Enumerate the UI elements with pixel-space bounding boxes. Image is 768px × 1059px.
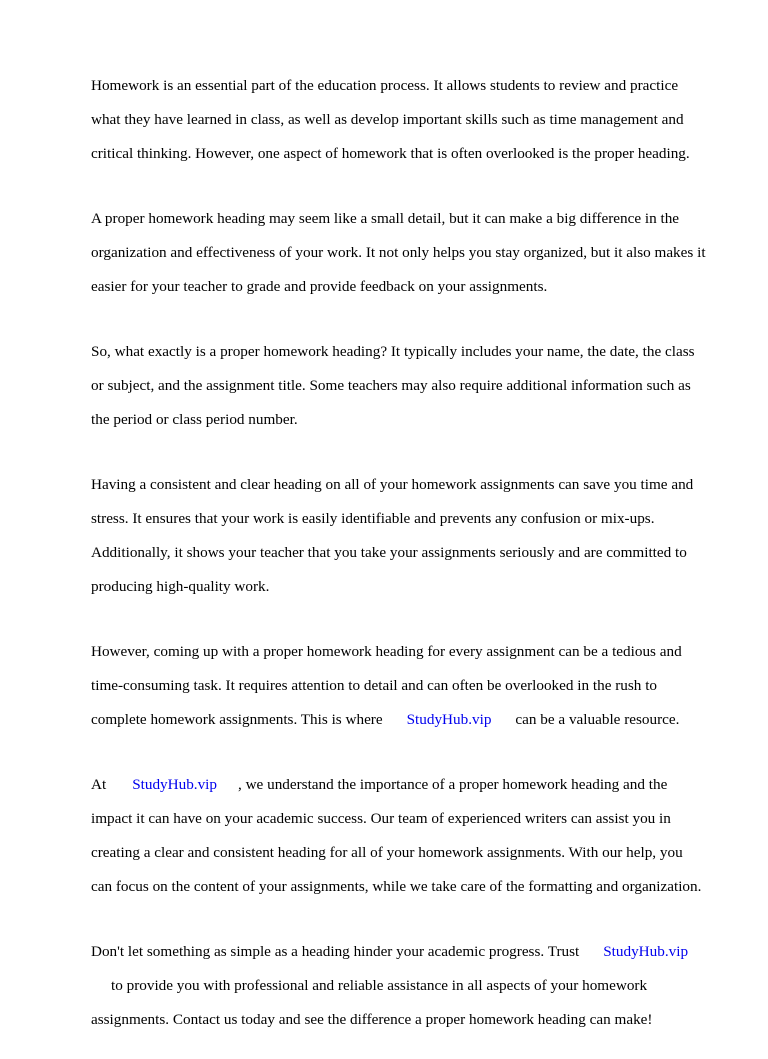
studyhub-link[interactable]: StudyHub.vip xyxy=(132,776,217,793)
text-line: Homework is an essential part of the education process. It allows students to review and practice xyxy=(91,77,679,94)
text-line: easier for your teacher to grade and provide feedback on your assignments. xyxy=(91,278,548,295)
text-line: A proper homework heading may seem like a small detail, but it can make a big difference in the xyxy=(91,210,680,227)
text-line: what they have learned in class, as well as develop important skills such as time management and xyxy=(91,111,684,128)
studyhub-link[interactable]: StudyHub.vip xyxy=(406,711,492,728)
text-segment: complete homework assignments. This is where xyxy=(91,711,383,728)
text-line: Additionally, it shows your teacher that you take your assignments seriously and are committed to xyxy=(91,544,687,561)
text-line: the period or class period number. xyxy=(91,411,298,428)
text-line: impact it can have on your academic success. Our team of experienced writers can assist you in xyxy=(91,810,671,827)
text-line: time-consuming task. It requires attention to detail and can often be overlooked in the rush to xyxy=(91,677,658,694)
text-line xyxy=(91,977,731,994)
text-line: critical thinking. However, one aspect of homework that is often overlooked is the proper heading. xyxy=(91,145,690,162)
paragraph-challenge xyxy=(91,626,731,745)
text-line: producing high-quality work. xyxy=(91,578,270,595)
text-line: assignments. Contact us today and see the difference a proper homework heading can make! xyxy=(91,1011,653,1028)
text-segment: to provide you with professional and reliable assistance in all aspects of your homework xyxy=(111,977,648,994)
text-segment: Don't let something as simple as a heading hinder your academic progress. Trust xyxy=(91,943,580,960)
text-line: Having a consistent and clear heading on all of your homework assignments can save you time and xyxy=(91,476,694,493)
text-segment: , we understand the importance of a proper homework heading and the xyxy=(238,776,668,793)
text-line: creating a clear and consistent heading for all of your homework assignments. With our help, you xyxy=(91,844,683,861)
paragraph-service xyxy=(91,759,731,912)
paragraph-importance xyxy=(91,193,731,312)
text-segment: At xyxy=(91,776,107,793)
text-line-with-link xyxy=(91,711,731,728)
paragraph-definition xyxy=(91,326,731,445)
text-line: However, coming up with a proper homework heading for every assignment can be a tedious and xyxy=(91,643,682,660)
paragraph-consistency xyxy=(91,459,731,612)
text-line: organization and effectiveness of your work. It not only helps you stay organized, but it also makes it xyxy=(91,244,706,261)
text-line: stress. It ensures that your work is easily identifiable and prevents any confusion or mix-ups. xyxy=(91,510,655,527)
text-line-with-link xyxy=(91,943,731,960)
text-line: can focus on the content of your assignments, while we take care of the formatting and organization. xyxy=(91,878,702,895)
text-line-with-link xyxy=(91,776,731,793)
paragraph-call-to-action xyxy=(91,926,731,1045)
text-line: or subject, and the assignment title. Some teachers may also require additional information such as xyxy=(91,377,691,394)
text-segment: can be a valuable resource. xyxy=(515,711,680,728)
studyhub-link[interactable]: StudyHub.vip xyxy=(603,943,689,960)
text-line: So, what exactly is a proper homework heading? It typically includes your name, the date, the class xyxy=(91,343,695,360)
document-body xyxy=(91,60,731,1059)
paragraph-intro xyxy=(91,60,731,179)
